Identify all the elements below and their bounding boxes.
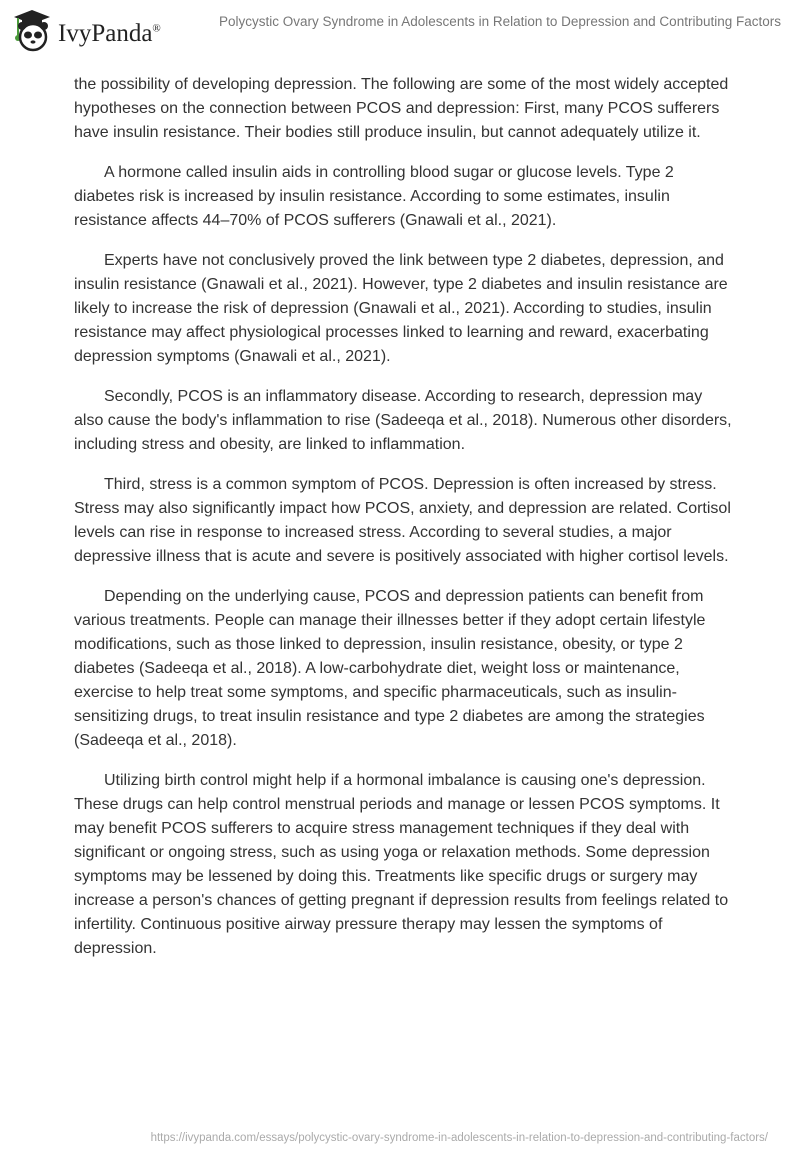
paragraph: A hormone called insulin aids in controlling blood sugar or glucose levels. Type 2 diabetes risk is increased by insulin resistance. According to some estimates, insulin resistance affects 44–70% of PCOS sufferers (Gnawali et al., 2021). xyxy=(74,164,674,229)
logo-text: IvyPanda xyxy=(58,20,153,47)
paragraph: Utilizing birth control might help if a hormonal imbalance is causing one's depression. These drugs can help control menstrual periods and manage or lessen PCOS symptoms. It may benefit PCOS sufferers to acquire stress management techniques if they deal with significant or ongoing stress, such as using yoga or relaxation methods. Some depression symptoms may be lessened by doing this. Treatments like specific drugs or surgery may increase a person's chances of getting pregnant if depression results from feelings related to infertility. Continuous positive airway pressure therapy may lessen the symptoms of depression. xyxy=(74,772,729,957)
paragraph: Experts have not conclusively proved the link between type 2 diabetes, depression, and insulin resistance (Gnawali et al., 2021). However, type 2 diabetes and insulin resistance are likely to increase the risk of depression (Gnawali et al., 2021). According to studies, insulin resistance may affect physiological processes linked to learning and reward, exacerbating depression symptoms (Gnawali et al., 2021). xyxy=(74,252,728,365)
panda-graduate-icon xyxy=(12,8,52,52)
paragraph: Third, stress is a common symptom of PCOS. Depression is often increased by stress. Stress may also significantly impact how PCOS, anxiety, and depression are related. Cortisol levels can rise in response to increased stress. According to several studies, a major depressive illness that is acute and severe is positively associated with higher cortisol levels. xyxy=(74,476,731,565)
paragraph: Secondly, PCOS is an inflammatory disease. According to research, depression may also cause the body's inflammation to rise (Sadeeqa et al., 2018). Numerous other disorders, including stress and obesity, are linked to inflammation. xyxy=(74,388,732,453)
source-url[interactable]: https://ivypanda.com/essays/polycystic-ovary-syndrome-in-adolescents-in-relation-to-depression-and-contributing-factors/ xyxy=(150,1132,768,1144)
paragraph: Depending on the underlying cause, PCOS and depression patients can benefit from various treatments. People can manage their illnesses better if they adopt certain lifestyle modifications, such as those linked to depression, insulin resistance, obesity, or type 2 diabetes (Sadeeqa et al., 2018). A low-carbohydrate diet, weight loss or maintenance, exercise to help treat some symptoms, and specific pharmaceuticals, such as insulin-sensitizing drugs, to treat insulin resistance and type 2 diabetes are among the strategies (Sadeeqa et al., 2018). xyxy=(74,588,706,749)
registered-mark: ® xyxy=(152,22,161,35)
paragraph: the possibility of developing depression. The following are some of the most widely accepted hypotheses on the connection between PCOS and depression: First, many PCOS sufferers have insulin resistance. Their bodies still produce insulin, but cannot adequately utilize it. xyxy=(74,76,729,141)
document-title: Polycystic Ovary Syndrome in Adolescents in Relation to Depression and Contributing Factors xyxy=(218,14,781,29)
ivypanda-logo[interactable] xyxy=(12,8,161,52)
essay-body xyxy=(74,73,734,977)
